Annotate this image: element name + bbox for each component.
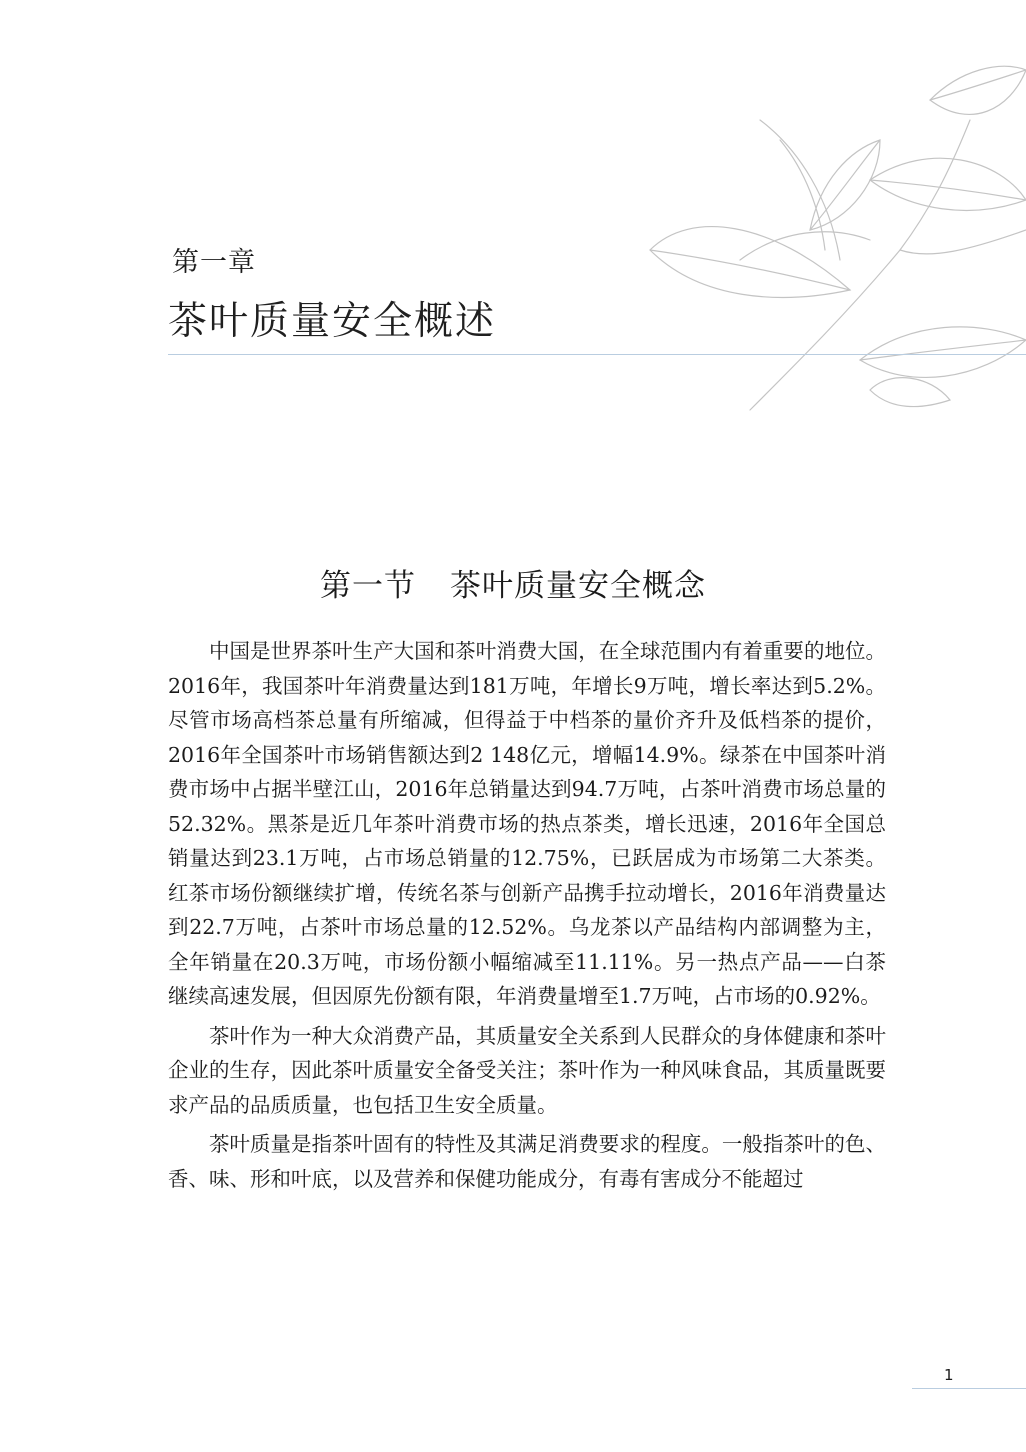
body-text <box>168 634 886 1196</box>
section-number: 第一节 <box>320 568 416 604</box>
page-number: 1 <box>944 1366 954 1384</box>
chapter-divider <box>168 354 1026 355</box>
paragraph-3: 茶叶质量是指茶叶固有的特性及其满足消费要求的程度。一般指茶叶的色、香、味、形和叶底，以及营养和保健功能成分，有毒有害成分不能超过 <box>168 1132 886 1191</box>
section-heading <box>0 560 1026 605</box>
tea-leaf-illustration <box>630 60 1026 420</box>
chapter-label: 第一章 <box>172 247 256 278</box>
paragraph-1: 中国是世界茶叶生产大国和茶叶消费大国，在全球范围内有着重要的地位。2016年，我国茶叶年消费量达到181万吨，年增长9万吨，增长率达到5.2%。尽管市场高档茶总量有所缩减，但得益于中档茶的量价齐升及低档茶的提价，2016年全国茶叶市场销售额达到2 148亿元，增幅14.9%。绿茶在中国茶叶消费市场中占据半壁江山，2016年总销量达到94.7万吨，占茶叶消费市场总量的52.32%。黑茶是近几年茶叶消费市场的热点茶类，增长迅速，2016年全国总销量达到23.1万吨，占市场总销量的12.75%，已跃居成为市场第二大茶类。红茶市场份额继续扩增，传统名茶与创新产品携手拉动增长，2016年消费量达到22.7万吨，占茶叶市场总量的12.52%。乌龙茶以产品结构内部调整为主，全年销量在20.3万吨，市场份额小幅缩减至11.11%。另一热点产品——白茶继续高速发展，但因原先份额有限，年消费量增至1.7万吨，占市场的0.92%。 <box>168 639 886 1008</box>
paragraph-2: 茶叶作为一种大众消费产品，其质量安全关系到人民群众的身体健康和茶叶企业的生存，因此茶叶质量安全备受关注；茶叶作为一种风味食品，其质量既要求产品的品质质量，也包括卫生安全质量。 <box>168 1023 886 1117</box>
chapter-title: 茶叶质量安全概述 <box>168 299 497 344</box>
footer-divider <box>912 1388 1026 1389</box>
section-title: 茶叶质量安全概念 <box>450 568 706 604</box>
